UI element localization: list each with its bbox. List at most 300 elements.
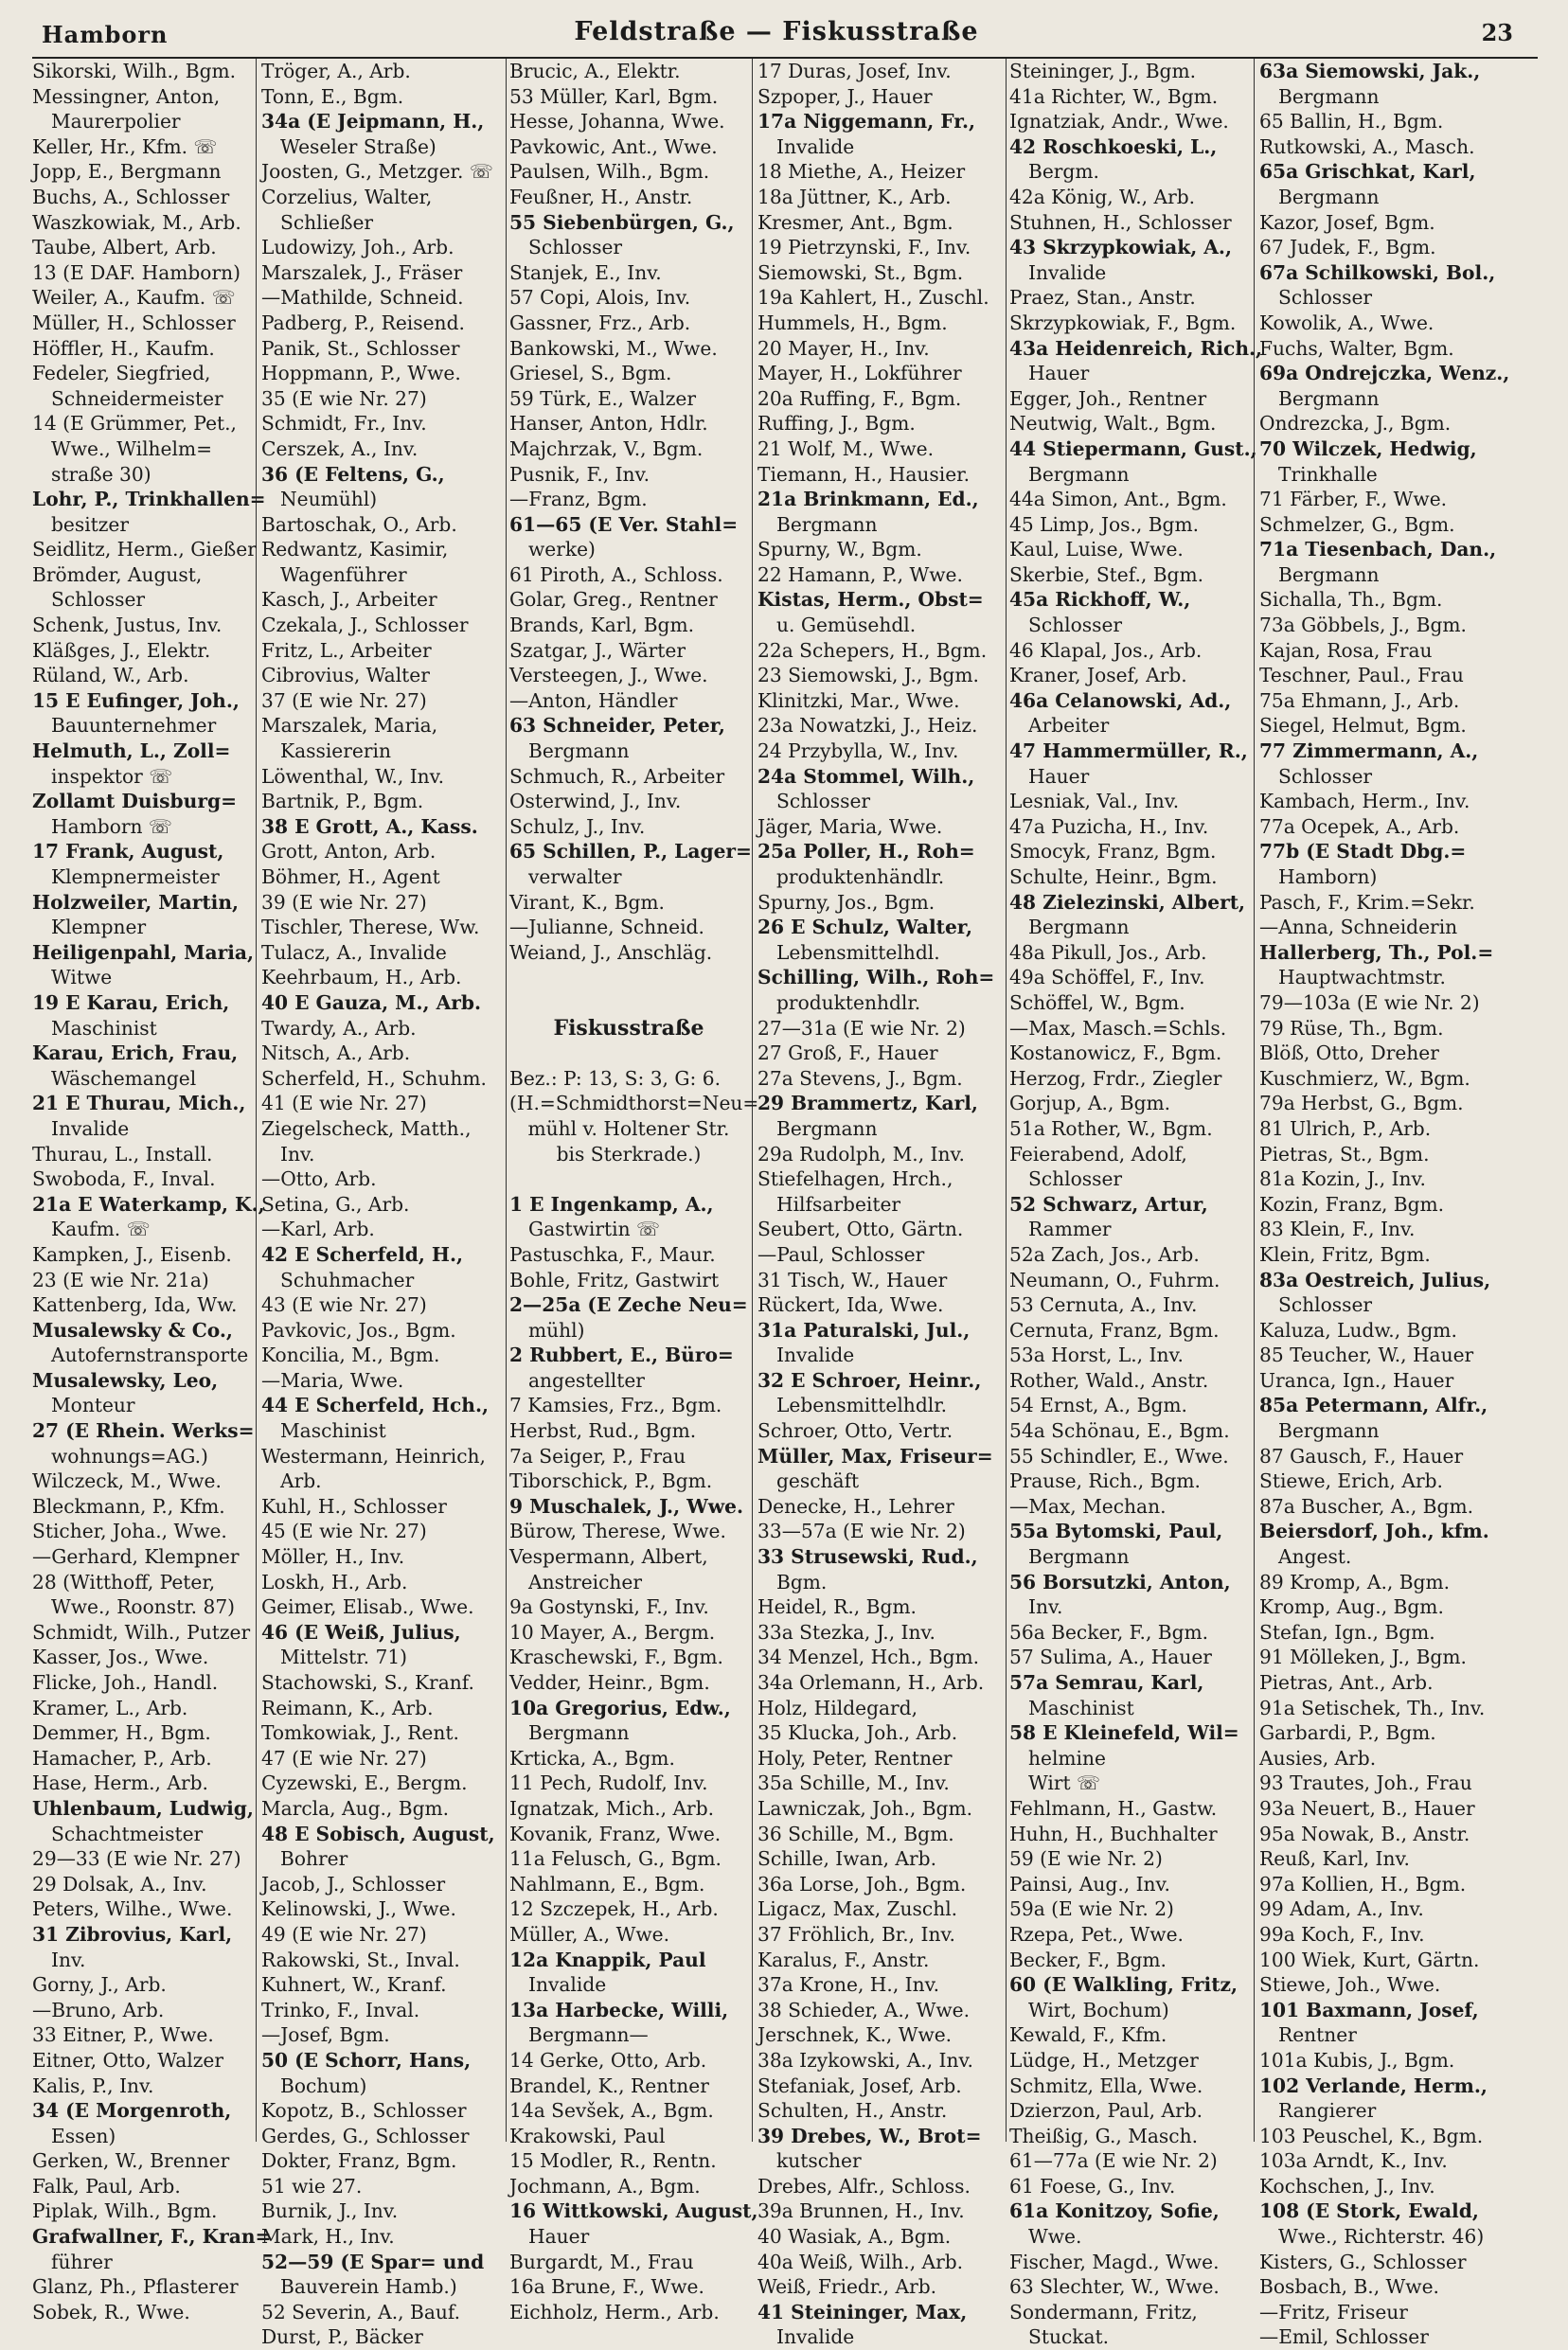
directory-entry-line: (H.=Schmidthorst=Neu= [509, 1092, 759, 1115]
directory-entry-line: 59 Türk, E., Walzer [509, 386, 696, 410]
directory-entry-line: Grott, Anton, Arb. [261, 840, 437, 863]
directory-entry-line: Musalewsky, Leo, [32, 1368, 219, 1392]
directory-entry-line: 35 (E wie Nr. 27) [261, 386, 427, 410]
directory-entry-line: Wwe., Roonstr. 87) [51, 1595, 236, 1619]
directory-entry-line: 61—65 (E Ver. Stahl= [509, 512, 739, 536]
directory-entry-line: Feierabend, Adolf, [1009, 1142, 1187, 1166]
directory-entry-line: 33 Strusewski, Rud., [757, 1545, 978, 1569]
directory-entry-line: 52 Schwarz, Artur, [1009, 1192, 1208, 1216]
directory-column [509, 59, 759, 2323]
directory-entry-line: 9a Gostynski, F., Inv. [509, 1595, 709, 1619]
directory-entry-line: Burnik, J., Inv. [261, 2199, 399, 2223]
directory-entry-line: Joosten, G., Metzger. ☏ [261, 160, 494, 184]
directory-entry-line: 16a Brune, F., Wwe. [509, 2275, 704, 2299]
directory-entry-line: Dokter, Franz, Bgm. [261, 2149, 457, 2173]
directory-entry-line: 49 (E wie Nr. 27) [261, 1922, 427, 1946]
directory-entry-line: 65a Grischkat, Karl, [1259, 160, 1476, 184]
directory-entry-line: Hallerberg, Th., Pol.= [1259, 940, 1494, 964]
directory-entry-line: Pietras, Ant., Arb. [1259, 1671, 1434, 1694]
directory-entry-line: 14 Gerke, Otto, Arb. [509, 2048, 707, 2072]
directory-entry-line: Stuhnen, H., Schlosser [1009, 210, 1232, 234]
directory-entry-line: 21a E Waterkamp, K., [32, 1192, 265, 1216]
directory-entry-line: Weiler, A., Kaufm. ☏ [32, 286, 236, 310]
directory-entry-line: Bosbach, B., Wwe. [1259, 2275, 1439, 2299]
directory-entry-line: Nahlmann, E., Bgm. [509, 1872, 705, 1896]
directory-entry-line: Egger, Joh., Rentner [1009, 386, 1207, 410]
directory-entry-line: 89 Kromp, A., Bgm. [1259, 1570, 1451, 1593]
directory-entry-line: Hoppmann, P., Wwe. [261, 362, 461, 385]
directory-entry-line: Blöß, Otto, Dreher [1259, 1041, 1439, 1065]
directory-entry-line: Golar, Greg., Rentner [509, 588, 718, 612]
directory-entry-line: 65 Schillen, P., Lager= [509, 840, 752, 863]
directory-entry-line: Sobek, R., Wwe. [32, 2300, 190, 2323]
directory-entry-line: 51 wie 27. [261, 2174, 363, 2198]
directory-entry-line: 59 (E wie Nr. 2) [1009, 1847, 1163, 1871]
directory-entry-line: 41a Richter, W., Bgm. [1009, 84, 1219, 108]
directory-entry-line: Majchrzak, V., Bgm. [509, 436, 704, 460]
directory-entry-line: mühl v. Holtener Str. [527, 1116, 730, 1140]
directory-entry-line: 61 Foese, G., Inv. [1009, 2174, 1176, 2198]
directory-entry-line: Kaufm. ☏ [51, 1218, 151, 1241]
directory-entry-line: 70 Wilczek, Hedwig, [1259, 436, 1477, 460]
directory-entry-line: Feußner, H., Anstr. [509, 185, 693, 208]
directory-entry-line: Praez, Stan., Anstr. [1009, 286, 1196, 310]
directory-entry-line: 77 Zimmermann, A., [1259, 739, 1479, 763]
directory-entry-line: Bergmann [776, 512, 878, 536]
directory-entry-line: Pavkowic, Ant., Wwe. [509, 134, 718, 158]
directory-entry-line: Siegel, Helmut, Bgm. [1259, 714, 1467, 738]
page-header [0, 0, 1568, 59]
directory-entry-line: 50 (E Schorr, Hans, [261, 2048, 472, 2072]
directory-entry-line: Gerken, W., Brenner [32, 2149, 230, 2173]
directory-entry-line: Schneidermeister [51, 386, 223, 410]
directory-entry-line: Neutwig, Walt., Bgm. [1009, 412, 1217, 436]
directory-entry-line: 16 Wittkowski, August, [509, 2199, 758, 2223]
directory-entry-line: 27 Groß, F., Hauer [757, 1041, 938, 1065]
directory-entry-line: Waszkowiak, M., Arb. [32, 210, 241, 234]
directory-entry-line: 85 Teucher, W., Hauer [1259, 1344, 1474, 1367]
directory-entry-line: Wwe., Wilhelm= [51, 436, 212, 460]
directory-entry-line: 93a Neuert, B., Hauer [1259, 1796, 1475, 1820]
directory-entry-line: 73a Göbbels, J., Bgm. [1259, 614, 1467, 637]
directory-entry-line: Szatgar, J., Wärter [509, 638, 686, 662]
directory-entry-line: 21 Wolf, M., Wwe. [757, 436, 934, 460]
directory-entry-line: 31 Zibrovius, Karl, [32, 1922, 233, 1946]
directory-entry-line: werke) [528, 538, 596, 561]
directory-entry-line: Schlosser [1028, 1167, 1123, 1191]
directory-entry-line: Schroer, Otto, Vertr. [757, 1419, 953, 1443]
directory-entry-line: 103a Arndt, K., Inv. [1259, 2149, 1448, 2173]
directory-entry-line: —Anton, Händler [509, 688, 678, 712]
directory-entry-line: Schlosser [1278, 764, 1373, 788]
directory-entry-line: 34 (E Morgenroth, [32, 2099, 232, 2123]
directory-entry-line: 17a Niggemann, Fr., [757, 110, 976, 134]
directory-entry-line: Swoboda, F., Inval. [32, 1167, 216, 1191]
directory-entry-line: Anstreicher [528, 1570, 643, 1593]
directory-entry-line: 20 Mayer, H., Inv. [757, 336, 930, 360]
directory-entry-line: Setina, G., Arb. [261, 1192, 410, 1216]
directory-entry-line: 54 Ernst, A., Bgm. [1009, 1394, 1187, 1417]
directory-entry-line: 55 Schindler, E., Wwe. [1009, 1444, 1229, 1468]
directory-entry-line: Ruffing, J., Bgm. [757, 412, 916, 436]
directory-entry-line: Griesel, S., Bgm. [509, 362, 672, 385]
directory-entry-line: 40 E Gauza, M., Arb. [261, 990, 482, 1014]
directory-entry-line: Fritz, L., Arbeiter [261, 638, 432, 662]
directory-entry-line: Krakowski, Paul [509, 2124, 666, 2147]
directory-entry-line: Mark, H., Inv. [261, 2225, 395, 2249]
directory-entry-line: Mayer, H., Lokführer [757, 362, 962, 385]
directory-entry-line: 39 (E wie Nr. 27) [261, 890, 427, 914]
directory-entry-line: 79a Herbst, G., Bgm. [1259, 1092, 1464, 1115]
directory-entry-line: 93 Trautes, Joh., Frau [1259, 1771, 1472, 1795]
directory-entry-line: 24 Przybylla, W., Inv. [757, 739, 959, 763]
column-divider [506, 59, 507, 2142]
directory-entry-line: 91a Setischek, Th., Inv. [1259, 1696, 1486, 1719]
column-divider [256, 59, 257, 2142]
directory-entry-line: Heiligenpahl, Maria, [32, 940, 254, 964]
directory-entry-line: Heidel, R., Bgm. [757, 1595, 917, 1619]
directory-entry-line: helmine [1028, 1746, 1106, 1770]
directory-entry-line: 46a Celanowski, Ad., [1009, 688, 1232, 712]
directory-entry-line: 52a Zach, Jos., Arb. [1009, 1242, 1200, 1266]
directory-entry-line: Möller, H., Inv. [261, 1545, 405, 1569]
directory-entry-line: Lesniak, Val., Inv. [1009, 790, 1180, 813]
directory-entry-line: Kramer, L., Arb. [32, 1696, 188, 1719]
directory-entry-line: Glanz, Ph., Pflasterer [32, 2275, 239, 2299]
directory-entry-line: Uranca, Ign., Hauer [1259, 1368, 1454, 1392]
directory-entry-line: 71a Tiesenbach, Dan., [1259, 538, 1497, 561]
directory-entry-line: Brucic, A., Elektr. [509, 60, 681, 82]
directory-entry-line: Bergmann [1278, 1419, 1380, 1443]
directory-entry-line: 46 (E Weiß, Julius, [261, 1620, 461, 1644]
directory-entry-line: Rutkowski, A., Masch. [1259, 134, 1475, 158]
directory-entry-line: Kelinowski, J., Wwe. [261, 1897, 456, 1921]
directory-entry-line: 42 Roschkoeski, L., [1009, 134, 1218, 158]
directory-entry-line: Hamborn) [1278, 865, 1378, 888]
directory-entry-line: Hauer [1028, 362, 1090, 385]
directory-entry-line: 45a Rickhoff, W., [1009, 588, 1191, 612]
directory-entry-line: —Paul, Schlosser [757, 1242, 925, 1266]
directory-entry-line: Schulte, Heinr., Bgm. [1009, 865, 1218, 888]
directory-entry-line: Kovanik, Franz, Wwe. [509, 1822, 722, 1845]
directory-entry-line: Rückert, Ida, Wwe. [757, 1293, 944, 1317]
directory-entry-line: Wwe. [1028, 2225, 1082, 2249]
directory-entry-line: 99a Koch, F., Inv. [1259, 1922, 1425, 1946]
directory-entry-line: Schlosser [1278, 286, 1373, 310]
directory-entry-line: Bergmann [1278, 84, 1380, 108]
directory-entry-line: Tonn, E., Bgm. [261, 84, 404, 108]
directory-entry-line: Trinkhalle [1278, 462, 1378, 486]
directory-entry-line: 35 Klucka, Joh., Arb. [757, 1721, 958, 1745]
directory-entry-line: 83 Klein, F., Inv. [1259, 1218, 1416, 1241]
directory-entry-line: Ondrezcka, J., Bgm. [1259, 412, 1452, 436]
directory-entry-line: Brandel, K., Rentner [509, 2074, 709, 2097]
directory-entry-line: Gassner, Frz., Arb. [509, 311, 691, 334]
directory-entry-line: Taube, Albert, Arb. [32, 236, 217, 259]
directory-entry-line: produktenhändlr. [776, 865, 945, 888]
directory-entry-line: Kozin, Franz, Bgm. [1259, 1192, 1445, 1216]
directory-entry-line: Beiersdorf, Joh., kfm. [1259, 1520, 1489, 1543]
directory-entry-line: Löwenthal, W., Inv. [261, 764, 445, 788]
directory-entry-line: 25a Poller, H., Roh= [757, 840, 975, 863]
directory-entry-line: Invalide [51, 1116, 130, 1140]
directory-entry-line: Kambach, Herm., Inv. [1259, 790, 1470, 813]
directory-entry-line: Kistas, Herm., Obst= [757, 588, 984, 612]
directory-entry-line: Gerdes, G., Schlosser [261, 2124, 470, 2147]
directory-entry-line: Bohle, Fritz, Gastwirt [509, 1268, 720, 1291]
directory-entry-line: Kaul, Luise, Wwe. [1009, 538, 1184, 561]
directory-entry-line: Schilling, Wilh., Roh= [757, 966, 995, 989]
directory-entry-line: 102 Verlande, Herm., [1259, 2074, 1488, 2097]
directory-entry-line: Pasch, F., Krim.=Sekr. [1259, 890, 1475, 914]
directory-entry-line: Angest. [1278, 1545, 1352, 1569]
directory-entry-line: Bergmann [776, 1116, 878, 1140]
directory-entry-line: Fehlmann, H., Gastw. [1009, 1796, 1218, 1820]
directory-entry-line: Hesse, Johanna, Wwe. [509, 110, 725, 134]
directory-entry-line: Jochmann, A., Bgm. [509, 2174, 701, 2198]
directory-entry-line: 7 Kamsies, Frz., Bgm. [509, 1394, 722, 1417]
directory-entry-line: 18a Jüttner, K., Arb. [757, 185, 952, 208]
directory-entry-line: Bergmann [1278, 562, 1380, 586]
directory-entry-line: 59a (E wie Nr. 2) [1009, 1897, 1174, 1921]
directory-entry-line: Tischler, Therese, Ww. [261, 916, 480, 939]
directory-entry-line: Neumühl) [280, 488, 378, 511]
directory-entry-line: Hamborn ☏ [51, 814, 173, 838]
directory-entry-line: 17 Duras, Josef, Inv. [757, 60, 952, 82]
directory-entry-line: 17 Frank, August, [32, 840, 224, 863]
directory-entry-line: 53 Cernuta, A., Inv. [1009, 1293, 1198, 1317]
directory-entry-line: Bgm. [776, 1570, 828, 1593]
directory-entry-line: 87a Buscher, A., Bgm. [1259, 1494, 1474, 1518]
directory-entry-line: 52 Severin, A., Bauf. [261, 2300, 461, 2323]
directory-entry-line: Bergm. [1028, 160, 1099, 184]
directory-entry-line: Padberg, P., Reisend. [261, 311, 465, 334]
directory-entry-line: Spurny, Jos., Bgm. [757, 890, 935, 914]
directory-entry-line: Lebensmittelhdl. [776, 940, 940, 964]
directory-entry-line: 24a Stommel, Wilh., [757, 764, 975, 788]
directory-entry-line: 79 Rüse, Th., Bgm. [1259, 1016, 1444, 1040]
directory-entry-line: Kresmer, Ant., Bgm. [757, 210, 953, 234]
directory-column [1009, 59, 1263, 2349]
directory-entry-line: Maschinist [51, 1016, 157, 1040]
directory-entry-line: 38 E Grott, A., Kass. [261, 814, 478, 838]
directory-entry-line: Tulacz, A., Invalide [261, 940, 447, 964]
directory-entry-line: Pastuschka, F., Maur. [509, 1242, 716, 1266]
directory-entry-line: Paulsen, Wilh., Bgm. [509, 160, 710, 184]
directory-entry-line: 83a Oestreich, Julius, [1259, 1268, 1491, 1291]
directory-entry-line: Drebes, Alfr., Schloss. [757, 2174, 971, 2198]
directory-entry-line: Bochum) [280, 2074, 367, 2097]
directory-entry-line: 27—31a (E wie Nr. 2) [757, 1016, 966, 1040]
directory-entry-line: Twardy, A., Arb. [261, 1016, 417, 1040]
directory-entry-line: Siemowski, St., Bgm. [757, 260, 964, 284]
directory-entry-line: 12a Knappik, Paul [509, 1948, 706, 1971]
directory-entry-line: 44 E Scherfeld, Hch., [261, 1394, 490, 1417]
directory-entry-line: Bergmann [1028, 916, 1130, 939]
directory-entry-line: —Mathilde, Schneid. [261, 286, 464, 310]
spacer [509, 965, 748, 990]
directory-entry-line: Schlosser [1278, 1293, 1373, 1317]
directory-entry-line: Rammer [1028, 1218, 1112, 1241]
directory-entry-line: Böhmer, H., Agent [261, 865, 440, 888]
directory-entry-line: 44 Stiepermann, Gust., [1009, 436, 1257, 460]
directory-entry-line: Hilfsarbeiter [776, 1192, 901, 1216]
directory-entry-line: Cernuta, Franz, Bgm. [1009, 1318, 1220, 1342]
directory-entry-line: Kromp, Aug., Bgm. [1259, 1595, 1444, 1619]
directory-entry-line: 95a Nowak, B., Anstr. [1259, 1822, 1470, 1845]
directory-entry-line: Ausies, Arb. [1259, 1746, 1377, 1770]
directory-entry-line: 29a Rudolph, M., Inv. [757, 1142, 965, 1166]
directory-entry-line: 45 (E wie Nr. 27) [261, 1520, 427, 1543]
directory-entry-line: 34a (E Jeipmann, H., [261, 110, 485, 134]
directory-entry-line: Wirt, Bochum) [1028, 1998, 1169, 2021]
directory-entry-line: 57a Semrau, Karl, [1009, 1671, 1204, 1694]
directory-entry-line: —Otto, Arb. [261, 1167, 377, 1191]
directory-entry-line: 55 Siebenbürgen, G., [509, 210, 735, 234]
directory-entry-line: —Maria, Wwe. [261, 1368, 404, 1392]
directory-entry-line: 100 Wiek, Kurt, Gärtn. [1259, 1948, 1480, 1971]
directory-entry-line: 29 Dolsak, A., Inv. [32, 1872, 207, 1896]
directory-entry-line: Arbeiter [1028, 714, 1110, 738]
directory-entry-line: Jerschnek, K., Wwe. [757, 2023, 953, 2047]
directory-entry-line: Wwe., Richterstr. 46) [1278, 2225, 1485, 2249]
directory-entry-line: 48a Pikull, Jos., Arb. [1009, 940, 1207, 964]
directory-entry-line: Schließer [280, 210, 374, 234]
directory-entry-line: 108 (E Stork, Ewald, [1259, 2199, 1479, 2223]
column-divider [1006, 59, 1007, 2142]
directory-column [32, 59, 272, 2323]
directory-entry-line: produktenhdlr. [776, 990, 921, 1014]
directory-entry-line: Krticka, A., Bgm. [509, 1746, 675, 1770]
directory-entry-line: 38 Schieder, A., Wwe. [757, 1998, 971, 2021]
directory-entry-line: 13a Harbecke, Willi, [509, 1998, 729, 2021]
directory-entry-line: 21a Brinkmann, Ed., [757, 488, 979, 511]
directory-entry-line: Redwantz, Kasimir, [261, 538, 449, 561]
directory-entry-line: 1 E Ingenkamp, A., [509, 1192, 714, 1216]
directory-entry-line: Müller, Max, Friseur= [757, 1444, 993, 1468]
directory-entry-line: Kisters, G., Schlosser [1259, 2250, 1467, 2273]
directory-entry-line: —Gerhard, Klempner [32, 1545, 240, 1569]
directory-entry-line: Bergmann— [528, 2023, 649, 2047]
directory-entry-line: Ignatziak, Andr., Wwe. [1009, 110, 1229, 134]
directory-entry-line: Koncilia, M., Bgm. [261, 1344, 440, 1367]
directory-entry-line: Spurny, W., Bgm. [757, 538, 922, 561]
directory-entry-line: Klempnermeister [51, 865, 220, 888]
directory-entry-line: Hummels, H., Bgm. [757, 311, 948, 334]
directory-entry-line: Ziegelscheck, Matth., [261, 1116, 472, 1140]
directory-entry-line: 81a Kozin, J., Inv. [1259, 1167, 1426, 1191]
directory-entry-line: Jäger, Maria, Wwe. [757, 814, 943, 838]
spacer [509, 990, 748, 1016]
directory-entry-line: Maschinist [1028, 1696, 1134, 1719]
directory-entry-line: Schille, Iwan, Arb. [757, 1847, 936, 1871]
directory-entry-line: Brands, Karl, Bgm. [509, 614, 695, 637]
directory-entry-line: 41 (E wie Nr. 27) [261, 1092, 427, 1115]
directory-entry-line: Osterwind, J., Inv. [509, 790, 682, 813]
directory-entry-line: Schulz, J., Inv. [509, 814, 646, 838]
directory-entry-line: 49a Schöffel, F., Inv. [1009, 966, 1205, 989]
directory-entry-line: 36 (E Feltens, G., [261, 462, 445, 486]
directory-entry-line: Stiefelhagen, Hrch., [757, 1167, 953, 1191]
directory-entry-line: Steininger, J., Bgm. [1009, 60, 1197, 82]
directory-entry-line: Falk, Paul, Arb. [32, 2174, 181, 2198]
directory-entry-line: Bergmann [528, 739, 630, 763]
directory-entry-line: Dzierzon, Paul, Arb. [1009, 2099, 1203, 2123]
directory-entry-line: Kläßges, J., Elektr. [32, 638, 211, 662]
directory-entry-line: 43a Heidenreich, Rich., [1009, 336, 1263, 360]
directory-entry-line: Holz, Hildegard, [757, 1696, 918, 1719]
directory-entry-line: Stiewe, Erich, Arb. [1259, 1469, 1443, 1493]
directory-entry-line: 15 E Eufinger, Joh., [32, 688, 240, 712]
directory-entry-line: Stefaniak, Josef, Arb. [757, 2074, 962, 2097]
directory-entry-line: Schmitz, Ella, Wwe. [1009, 2074, 1203, 2097]
directory-entry-line: Schmelzer, G., Bgm. [1259, 512, 1455, 536]
directory-entry-line: 42a König, W., Arb. [1009, 185, 1196, 208]
directory-entry-line: Hauptwachtmstr. [1278, 966, 1446, 989]
directory-entry-line: Durst, P., Bäcker [261, 2325, 423, 2349]
directory-entry-line: 46 Klapal, Jos., Arb. [1009, 638, 1203, 662]
directory-entry-line: Brömder, August, [32, 562, 203, 586]
directory-entry-line: 38a Izykowski, A., Inv. [757, 2048, 973, 2072]
directory-entry-line: Kuschmierz, W., Bgm. [1259, 1066, 1470, 1090]
directory-entry-line: Lawniczak, Joh., Bgm. [757, 1796, 973, 1820]
directory-entry-line: 77a Ocepek, A., Arb. [1259, 814, 1460, 838]
directory-entry-line: 71 Färber, F., Wwe. [1259, 488, 1448, 511]
directory-entry-line: 37a Krone, H., Inv. [757, 1973, 940, 1997]
directory-entry-line: Wäschemangel [51, 1066, 197, 1090]
directory-entry-line: Pusnik, F., Inv. [509, 462, 650, 486]
directory-entry-line: Hauer [528, 2225, 590, 2249]
directory-entry-line: u. Gemüsehdl. [776, 614, 917, 637]
directory-entry-line: Tomkowiak, J., Rent. [261, 1721, 459, 1745]
directory-entry-line: Klinitzki, Mar., Wwe. [757, 688, 960, 712]
directory-entry-line: 33 Eitner, P., Wwe. [32, 2023, 214, 2047]
directory-entry-line: Hanser, Anton, Hdlr. [509, 412, 708, 436]
directory-entry-line: 11 Pech, Rudolf, Inv. [509, 1771, 708, 1795]
directory-entry-line: Musalewsky & Co., [32, 1318, 233, 1342]
directory-entry-line: 10 Mayer, A., Bergm. [509, 1620, 716, 1644]
directory-entry-line: Scherfeld, H., Schuhm. [261, 1066, 487, 1090]
directory-entry-line: Essen) [51, 2124, 116, 2147]
directory-entry-line: 22 Hamann, P., Wwe. [757, 562, 963, 586]
directory-entry-line: Wirt ☏ [1028, 1771, 1101, 1795]
directory-entry-line: 57 Sulima, A., Hauer [1009, 1646, 1212, 1669]
directory-entry-line: mühl) [528, 1318, 585, 1342]
directory-entry-line: Schöffel, W., Bgm. [1009, 990, 1185, 1014]
directory-entry-line: inspektor ☏ [51, 764, 173, 788]
directory-entry-line: Teschner, Paul., Frau [1259, 664, 1464, 687]
directory-entry-line: Bauverein Hamb.) [280, 2275, 457, 2299]
directory-entry-line: 9 Muschalek, J., Wwe. [509, 1494, 744, 1518]
directory-entry-line: Lebensmittelhdlr. [776, 1394, 948, 1417]
directory-entry-line: 44a Simon, Ant., Bgm. [1009, 488, 1227, 511]
directory-entry-line: Bartnik, P., Bgm. [261, 790, 424, 813]
directory-entry-line: 41 Steininger, Max, [757, 2300, 968, 2323]
directory-entry-line: 14a Sevšek, A., Bgm. [509, 2099, 714, 2123]
directory-entry-line: —Anna, Schneiderin [1259, 916, 1458, 939]
directory-entry-line: —Emil, Schlosser [1259, 2325, 1429, 2349]
directory-entry-line: Sikorski, Wilh., Bgm. [32, 60, 237, 82]
directory-entry-line: Eitner, Otto, Walzer [32, 2048, 224, 2072]
directory-entry-line: Stanjek, E., Inv. [509, 260, 662, 284]
directory-entry-line: 53a Horst, L., Inv. [1009, 1344, 1184, 1367]
directory-entry-line: 45 Limp, Jos., Bgm. [1009, 512, 1200, 536]
directory-entry-line: 51a Rother, W., Bgm. [1009, 1116, 1213, 1140]
directory-entry-line: Herbst, Rud., Bgm. [509, 1419, 697, 1443]
directory-entry-line: Tiemann, H., Hausier. [757, 462, 970, 486]
directory-entry-line: Kasch, J., Arbeiter [261, 588, 437, 612]
directory-entry-line: Seubert, Otto, Gärtn. [757, 1218, 964, 1241]
